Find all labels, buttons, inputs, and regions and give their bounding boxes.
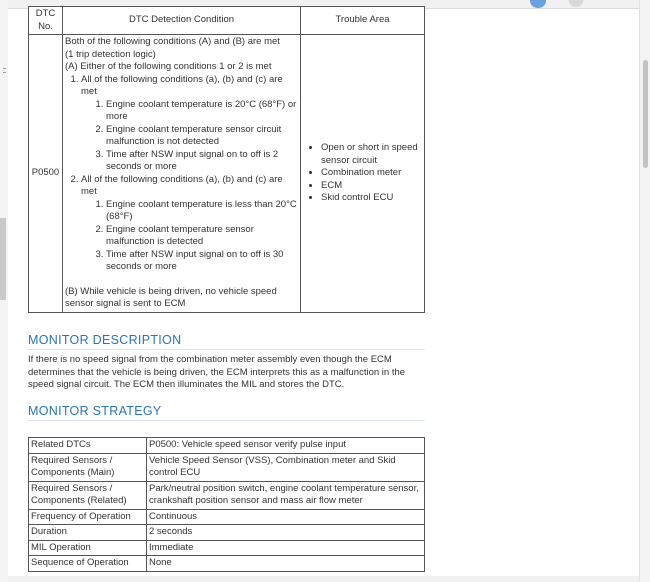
strategy-key: Frequency of Operation xyxy=(29,509,147,525)
menu-icon[interactable] xyxy=(569,0,583,7)
profile-icon[interactable] xyxy=(530,0,546,8)
condition-1-item: 1. Engine coolant temperature is 20°C (68°F) or more xyxy=(106,99,298,124)
table-row xyxy=(29,481,425,509)
condition-intro: Both of the following conditions (A) and (B) are met xyxy=(65,36,280,47)
strategy-value: Park/neutral position switch, engine coolant temperature sensor, crankshaft position sensor and mass air flow meter xyxy=(147,481,425,509)
condition-2-item: 1. Engine coolant temperature is less than 20°C (68°F) xyxy=(106,199,298,224)
monitor-strategy-table xyxy=(28,437,425,572)
table-row xyxy=(29,509,425,525)
left-scroll-thumb[interactable] xyxy=(0,218,6,300)
header-trouble-area: Trouble Area xyxy=(301,7,425,35)
header-condition: DTC Detection Condition xyxy=(63,7,301,35)
condition-list xyxy=(65,74,298,274)
trouble-area-item: • Open or short in speed sensor circuit xyxy=(321,142,422,167)
table-row xyxy=(29,525,425,541)
dtc-code: P0500 xyxy=(29,35,63,313)
drag-handle-icon[interactable] xyxy=(3,68,6,69)
strategy-key: Duration xyxy=(29,525,147,541)
monitor-strategy-heading: MONITOR STRATEGY xyxy=(28,404,425,421)
condition-2-label: All of the following conditions (a), (b) and (c) are met xyxy=(81,173,283,197)
condition-1 xyxy=(81,74,298,174)
condition-2-item: 2. Engine coolant temperature sensor malfunction is detected xyxy=(106,224,298,249)
condition-1-item: 3. Time after NSW input signal on to off is 2 seconds or more xyxy=(106,149,298,174)
table-row xyxy=(29,438,425,454)
strategy-value: Immediate xyxy=(147,540,425,556)
strategy-key: MIL Operation xyxy=(29,540,147,556)
condition-section-a: (A) Either of the following conditions 1 or 2 is met xyxy=(65,61,272,72)
strategy-value: Continuous xyxy=(147,509,425,525)
strategy-key: Sequence of Operation xyxy=(29,556,147,572)
strategy-value: P0500: Vehicle speed sensor verify pulse input xyxy=(147,438,425,454)
strategy-value: Vehicle Speed Sensor (VSS), Combination meter and Skid control ECU xyxy=(147,453,425,481)
table-row xyxy=(29,453,425,481)
condition-2-item: 3. Time after NSW input signal on to off is 30 seconds or more xyxy=(106,249,298,274)
condition-1-label: All of the following conditions (a), (b) and (c) are met xyxy=(81,73,283,97)
strategy-key: Required Sensors / Components (Related) xyxy=(29,481,147,509)
strategy-value: None xyxy=(147,556,425,572)
condition-1-item: 2. Engine coolant temperature sensor circuit malfunction is not detected xyxy=(106,124,298,149)
trouble-area-item: • ECM xyxy=(321,180,422,193)
detection-condition xyxy=(63,35,301,313)
drag-handle-icon-lower[interactable] xyxy=(3,72,6,73)
trouble-area-list xyxy=(303,142,422,205)
monitor-description-heading: MONITOR DESCRIPTION xyxy=(28,333,425,350)
trouble-area xyxy=(301,35,425,313)
bottom-scroll-strip xyxy=(8,576,639,582)
condition-2-items xyxy=(81,199,298,274)
condition-intro-note: (1 trip detection logic) xyxy=(65,48,156,60)
strategy-key: Related DTCs xyxy=(29,438,147,454)
strategy-value: 2 seconds xyxy=(147,525,425,541)
condition-2 xyxy=(81,174,298,274)
condition-1-items xyxy=(81,99,298,174)
header-dtc-no: DTC No. xyxy=(29,7,63,35)
scrollbar-thumb[interactable] xyxy=(643,60,648,168)
monitor-description-text: If there is no speed signal from the combination meter assembly even though the ECM determines that the vehicle is being driven, the ECM interprets this as a malfunction in the speed signal circuit. The ECM then illuminates the MIL and stores the DTC. xyxy=(28,354,406,390)
condition-section-b: (B) While vehicle is being driven, no vehicle speed sensor signal is sent to ECM xyxy=(65,285,277,309)
page-scrollbar[interactable] xyxy=(639,0,650,582)
table-row xyxy=(29,556,425,572)
strategy-key: Required Sensors / Components (Main) xyxy=(29,453,147,481)
trouble-area-item: • Combination meter xyxy=(321,167,422,180)
trouble-area-item: • Skid control ECU xyxy=(321,192,422,205)
dtc-table xyxy=(28,6,425,313)
table-row xyxy=(29,540,425,556)
